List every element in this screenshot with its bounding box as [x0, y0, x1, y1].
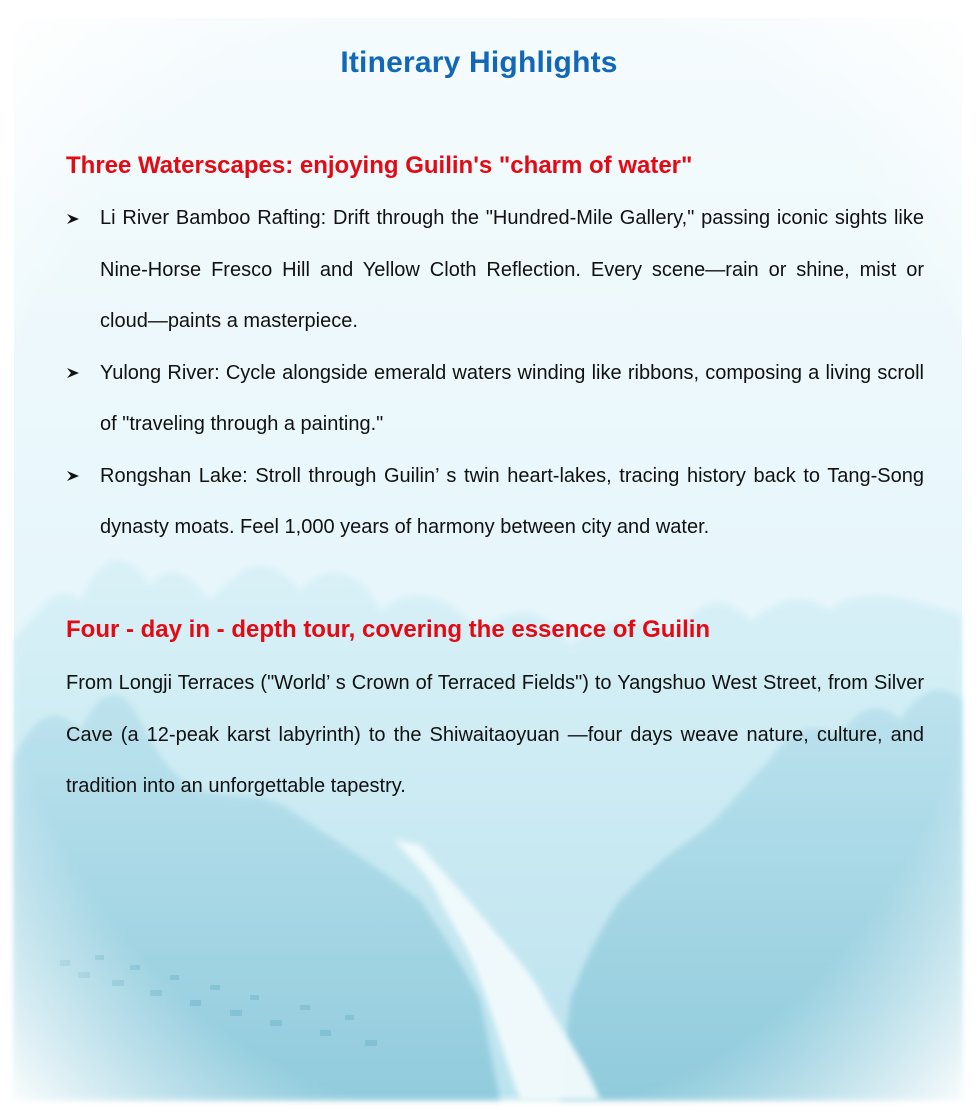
waterscapes-bullet-list: [66, 193, 924, 554]
arrowhead-bullet-icon: [66, 193, 86, 245]
arrowhead-bullet-icon: [66, 451, 86, 503]
tour-paragraph: From Longji Terraces ("World’ s Crown of Terraced Fields") to Yangshuo West Street, from Silver Cave (a 12-peak karst labyrinth) to the Shiwaitaoyuan —four days weave nature, culture, and tradition into an unforgettable tapestry.: [66, 672, 924, 797]
list-item: [66, 451, 924, 554]
list-item: [66, 348, 924, 451]
bullet-text: Yulong River: Cycle alongside emerald waters winding like ribbons, composing a living scroll of "traveling through a painting.": [100, 361, 924, 435]
page-title: Itinerary Highlights: [340, 46, 618, 79]
section-heading-waterscapes: Three Waterscapes: enjoying Guilin's "charm of water": [66, 152, 693, 179]
bullet-text: Rongshan Lake: Stroll through Guilin’ s twin heart-lakes, tracing history back to Tang-Song dynasty moats. Feel 1,000 years of harmony between city and water.: [100, 464, 924, 538]
section-heading-tour: Four - day in - depth tour, covering the essence of Guilin: [66, 616, 711, 643]
arrowhead-bullet-icon: [66, 348, 86, 400]
bullet-text: Li River Bamboo Rafting: Drift through the "Hundred-Mile Gallery," passing iconic sights like Nine-Horse Fresco Hill and Yellow Cloth Reflection. Every scene—rain or shine, mist or cloud—paints a masterpiece.: [100, 207, 924, 332]
list-item: [66, 193, 924, 348]
